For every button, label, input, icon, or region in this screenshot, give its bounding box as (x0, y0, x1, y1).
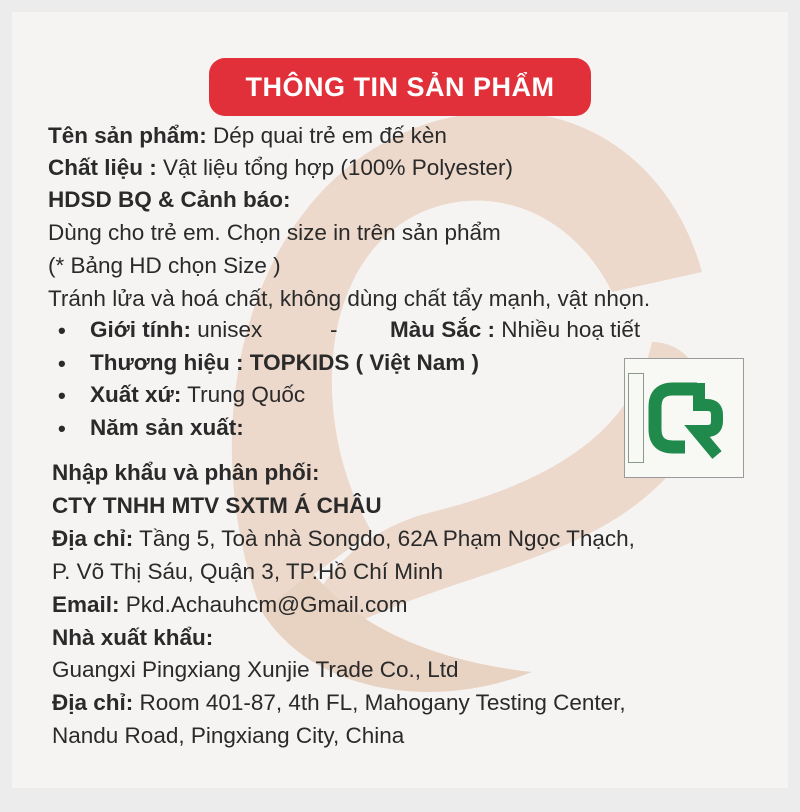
importer-email-line (52, 593, 407, 618)
importer-address-line-2: P. Võ Thị Sáu, Quận 3, TP.Hồ Chí Minh (52, 559, 444, 584)
origin-value: Trung Quốc (187, 382, 306, 407)
cr-logo-icon (625, 359, 743, 477)
exporter-address-line-2: Nandu Road, Pingxiang City, China (52, 723, 405, 748)
product-name-label: Tên sản phẩm: (48, 123, 207, 148)
exporter-address-line-1 (52, 691, 626, 716)
usage-line-3: Tránh lửa và hoá chất, không dùng chất tẩy mạnh, vật nhọn. (48, 286, 651, 311)
material-value: Vật liệu tổng hợp (100% Polyester) (163, 155, 513, 180)
importer-label: Nhập khẩu và phân phối: (52, 460, 320, 485)
bullet-icon: • (58, 416, 66, 441)
cr-conformity-mark (624, 358, 744, 478)
material-line (48, 156, 513, 181)
exporter-address-label: Địa chỉ: (52, 690, 134, 715)
product-label (12, 12, 788, 788)
email-label: Email: (52, 592, 120, 617)
material-label: Chất liệu : (48, 155, 157, 180)
product-name-line (48, 124, 447, 149)
bullet-icon: • (58, 351, 66, 376)
gender-label: Giới tính: (90, 317, 191, 342)
brand-value: TOPKIDS ( Việt Nam ) (249, 350, 479, 375)
color-label: Màu Sắc : (390, 317, 496, 342)
exporter-company: Guangxi Pingxiang Xunjie Trade Co., Ltd (52, 657, 459, 682)
color-line (390, 318, 640, 343)
title-banner: THÔNG TIN SẢN PHẨM (209, 58, 591, 116)
origin-line (90, 383, 305, 408)
gender-line (90, 318, 262, 343)
brand-label: Thương hiệu : (90, 350, 244, 375)
exporter-address-value-1: Room 401-87, 4th FL, Mahogany Testing Center, (139, 690, 626, 715)
usage-line-1: Dùng cho trẻ em. Chọn size in trên sản phẩm (48, 220, 501, 245)
product-name-value: Dép quai trẻ em đế kèn (213, 123, 447, 148)
brand-line (90, 351, 479, 376)
color-value: Nhiều hoạ tiết (501, 317, 641, 342)
email-value: Pkd.Achauhcm@Gmail.com (125, 592, 408, 617)
year-label: Năm sản xuất: (90, 415, 244, 440)
usage-line-2: (* Bảng HD chọn Size ) (48, 253, 281, 278)
importer-address-label: Địa chỉ: (52, 526, 134, 551)
bullet-icon: • (58, 383, 66, 408)
usage-label: HDSD BQ & Cảnh báo: (48, 187, 291, 212)
bullet-icon: • (58, 318, 66, 343)
attribute-separator: - (330, 317, 338, 342)
gender-value: unisex (197, 317, 263, 342)
origin-label: Xuất xứ: (90, 382, 182, 407)
importer-address-line-1 (52, 527, 635, 552)
exporter-label: Nhà xuất khẩu: (52, 625, 214, 650)
importer-company: CTY TNHH MTV SXTM Á CHÂU (52, 493, 382, 518)
importer-address-value-1: Tầng 5, Toà nhà Songdo, 62A Phạm Ngọc Thạch, (139, 526, 635, 551)
